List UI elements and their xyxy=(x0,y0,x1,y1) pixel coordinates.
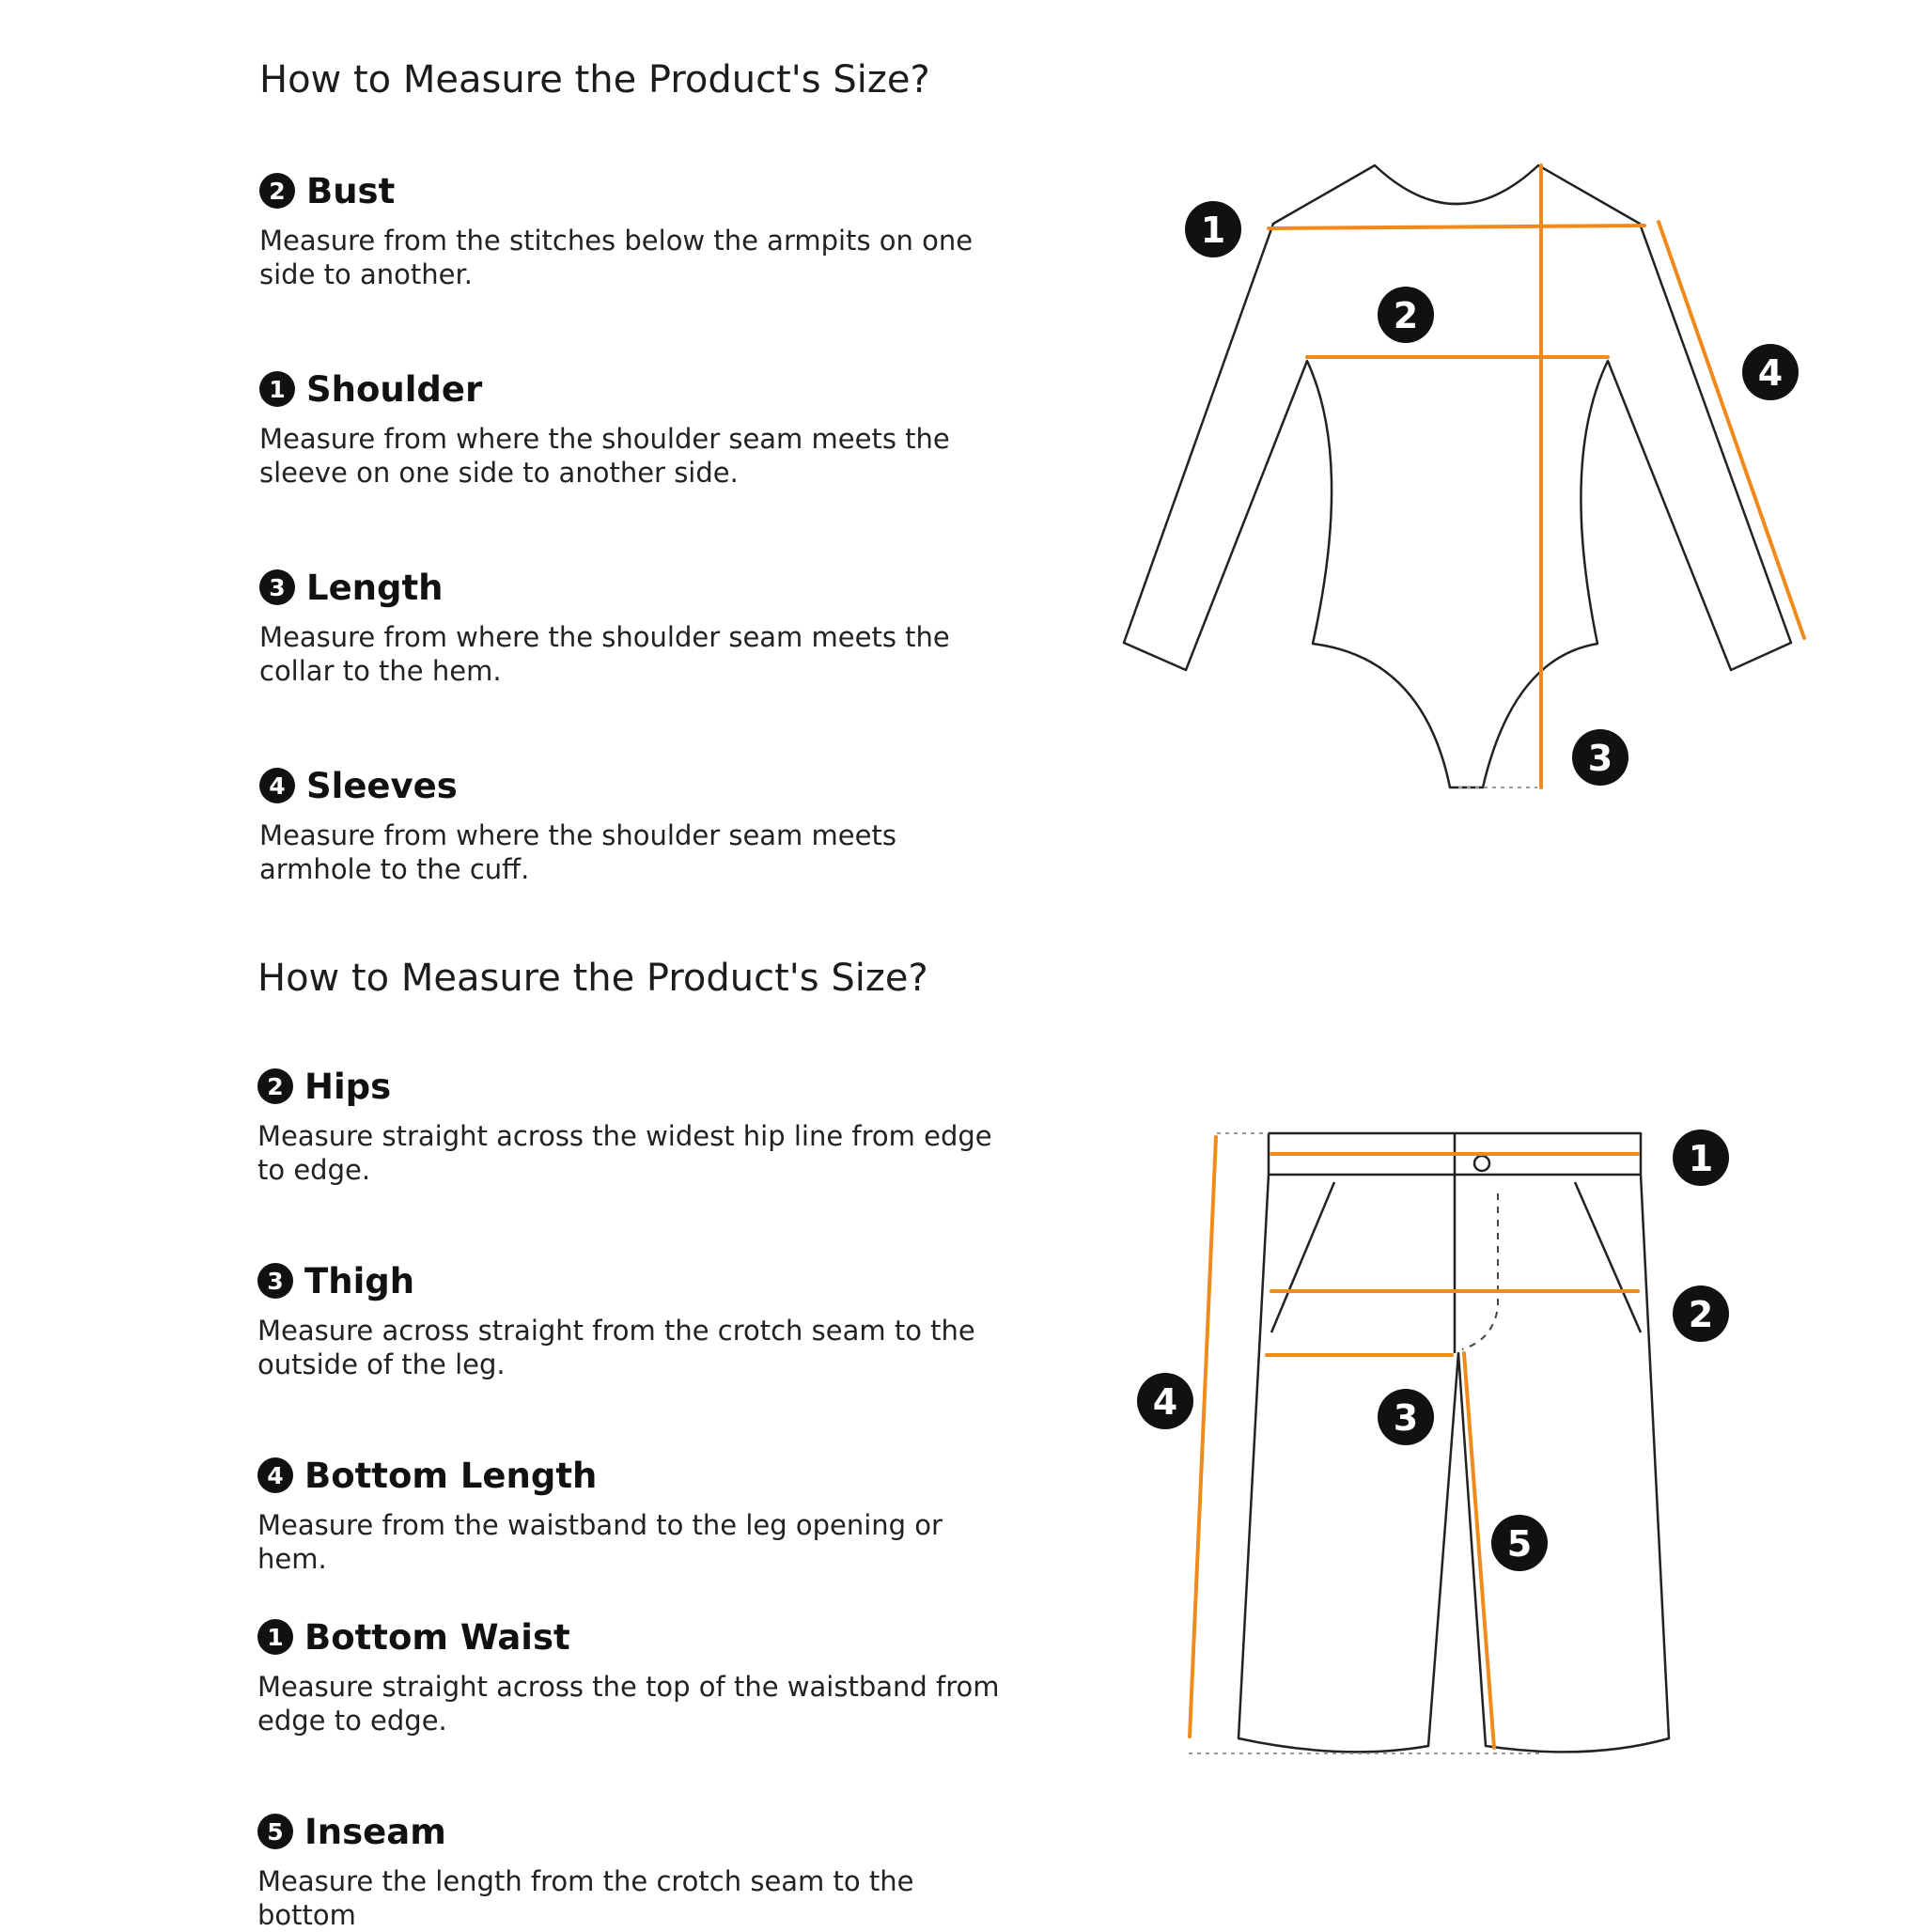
svg-text:2: 2 xyxy=(1688,1294,1714,1335)
number-badge: 3 xyxy=(259,569,295,605)
measure-item-title: Bottom Waist xyxy=(304,1616,570,1658)
measure-item-desc: Measure from the waistband to the leg opening or hem. xyxy=(257,1509,943,1575)
number-badge: 3 xyxy=(257,1263,293,1299)
section-title-top: How to Measure the Product's Size? xyxy=(259,58,930,101)
number-badge: 2 xyxy=(257,1068,293,1104)
svg-text:5: 5 xyxy=(1506,1523,1533,1565)
measure-item-desc: Measure from the stitches below the armpits on one side to another. xyxy=(259,225,974,290)
measure-item-title: Thigh xyxy=(304,1260,415,1301)
measure-item-title: Shoulder xyxy=(306,368,483,410)
number-badge: 2 xyxy=(259,173,295,209)
svg-text:4: 4 xyxy=(1757,352,1784,394)
measure-item-desc: Measure across straight from the crotch seam to the outside of the leg. xyxy=(257,1315,975,1380)
svg-text:1: 1 xyxy=(1200,210,1226,251)
bottom-length-line xyxy=(1190,1137,1216,1737)
measure-item-desc: Measure the length from the crotch seam to the bottom xyxy=(257,1865,914,1931)
section-title-bottom: How to Measure the Product's Size? xyxy=(257,957,928,1000)
number-badge: 1 xyxy=(257,1619,293,1655)
svg-text:1: 1 xyxy=(1688,1138,1714,1179)
number-badge: 1 xyxy=(259,371,295,407)
measure-item-title: Bottom Length xyxy=(304,1455,598,1496)
measure-item-title: Length xyxy=(306,567,444,608)
measure-item-desc: Measure from where the shoulder seam meets armhole to the cuff. xyxy=(259,819,896,885)
measure-item-desc: Measure straight across the top of the waistband from edge to edge. xyxy=(257,1671,1000,1737)
right-pocket xyxy=(1575,1182,1641,1332)
number-badge: 4 xyxy=(257,1457,293,1493)
measure-item-desc: Measure straight across the widest hip line from edge to edge. xyxy=(257,1120,992,1186)
svg-text:4: 4 xyxy=(1152,1381,1178,1423)
measure-item-desc: Measure from where the shoulder seam meets the collar to the hem. xyxy=(259,621,950,687)
measure-item-title: Sleeves xyxy=(306,765,458,806)
measure-item-title: Inseam xyxy=(304,1811,446,1852)
svg-text:2: 2 xyxy=(1393,295,1419,336)
svg-text:3: 3 xyxy=(1587,738,1613,779)
left-pocket xyxy=(1271,1182,1334,1332)
badge-1 xyxy=(1673,1130,1729,1186)
shorts-badges xyxy=(1137,1130,1729,1571)
button-icon xyxy=(1474,1156,1489,1171)
svg-text:3: 3 xyxy=(1393,1397,1419,1439)
badge-2 xyxy=(1673,1285,1729,1342)
measure-item-title: Hips xyxy=(304,1066,392,1107)
inseam-line xyxy=(1464,1353,1494,1748)
badge-3 xyxy=(1378,1389,1434,1445)
badge-4 xyxy=(1137,1373,1193,1429)
shorts-outline xyxy=(1239,1133,1669,1752)
fly-stitch-line xyxy=(1462,1193,1498,1349)
measure-item-desc: Measure from where the shoulder seam meets the sleeve on one side to another side. xyxy=(259,423,950,489)
measure-item-title: Bust xyxy=(306,170,396,211)
number-badge: 4 xyxy=(259,768,295,803)
number-badge: 5 xyxy=(257,1814,293,1849)
badge-5 xyxy=(1491,1515,1548,1571)
